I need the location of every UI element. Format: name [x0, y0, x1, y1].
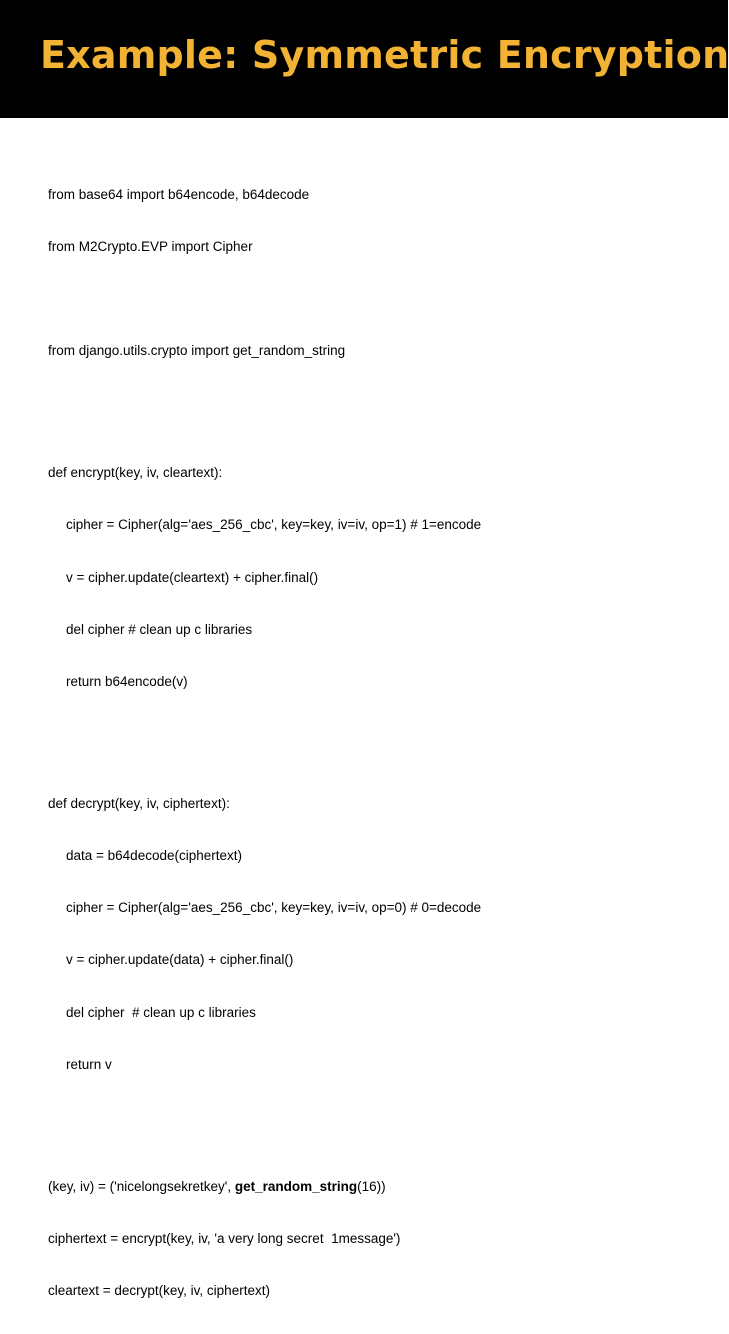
code-line-encrypt-definition: def encrypt(key, iv, cleartext):	[48, 465, 223, 481]
code-line-decrypt-data: data = b64decode(ciphertext)	[66, 848, 242, 864]
code-line-encrypt-cipher: cipher = Cipher(alg='aes_256_cbc', key=key, iv=iv, op=1) # 1=encode	[66, 517, 482, 533]
key-iv-prefix: (key, iv) = ('nicelongsekretkey',	[48, 1178, 235, 1194]
code-line-decrypt-update: v = cipher.update(data) + cipher.final()	[66, 952, 294, 968]
code-line-import-random-string: from django.utils.crypto import get_random_string	[48, 343, 346, 359]
get-random-string-function: get_random_string	[234, 1178, 358, 1194]
code-line-key-iv	[48, 1178, 481, 1195]
code-line-decrypt-delete: del cipher # clean up c libraries	[66, 1004, 256, 1020]
code-line-encrypt-delete: del cipher # clean up c libraries	[66, 621, 253, 637]
code-line-decrypt-definition: def decrypt(key, iv, ciphertext):	[48, 795, 230, 811]
code-line-encrypt-update: v = cipher.update(cleartext) + cipher.final()	[66, 569, 319, 585]
code-line-import-cipher: from M2Crypto.EVP import Cipher	[48, 239, 253, 255]
blank-line	[48, 290, 481, 307]
code-line-decrypt-cipher: cipher = Cipher(alg='aes_256_cbc', key=key, iv=iv, op=0) # 0=decode	[66, 900, 482, 916]
blank-line	[48, 1108, 481, 1125]
slide-title: Example: Symmetric Encryption	[40, 33, 729, 77]
code-line-ciphertext: ciphertext = encrypt(key, iv, 'a very long secret 1message')	[48, 1230, 401, 1246]
code-line-import-base64: from base64 import b64encode, b64decode	[48, 186, 310, 202]
code-line-decrypt-return: return v	[66, 1056, 112, 1072]
code-block	[48, 151, 481, 1334]
blank-line	[48, 395, 481, 412]
code-line-encrypt-return: return b64encode(v)	[66, 674, 188, 690]
blank-line	[48, 725, 481, 742]
key-iv-suffix: (16))	[357, 1178, 386, 1194]
title-band	[0, 0, 728, 118]
code-line-cleartext: cleartext = decrypt(key, iv, ciphertext)	[48, 1283, 270, 1299]
